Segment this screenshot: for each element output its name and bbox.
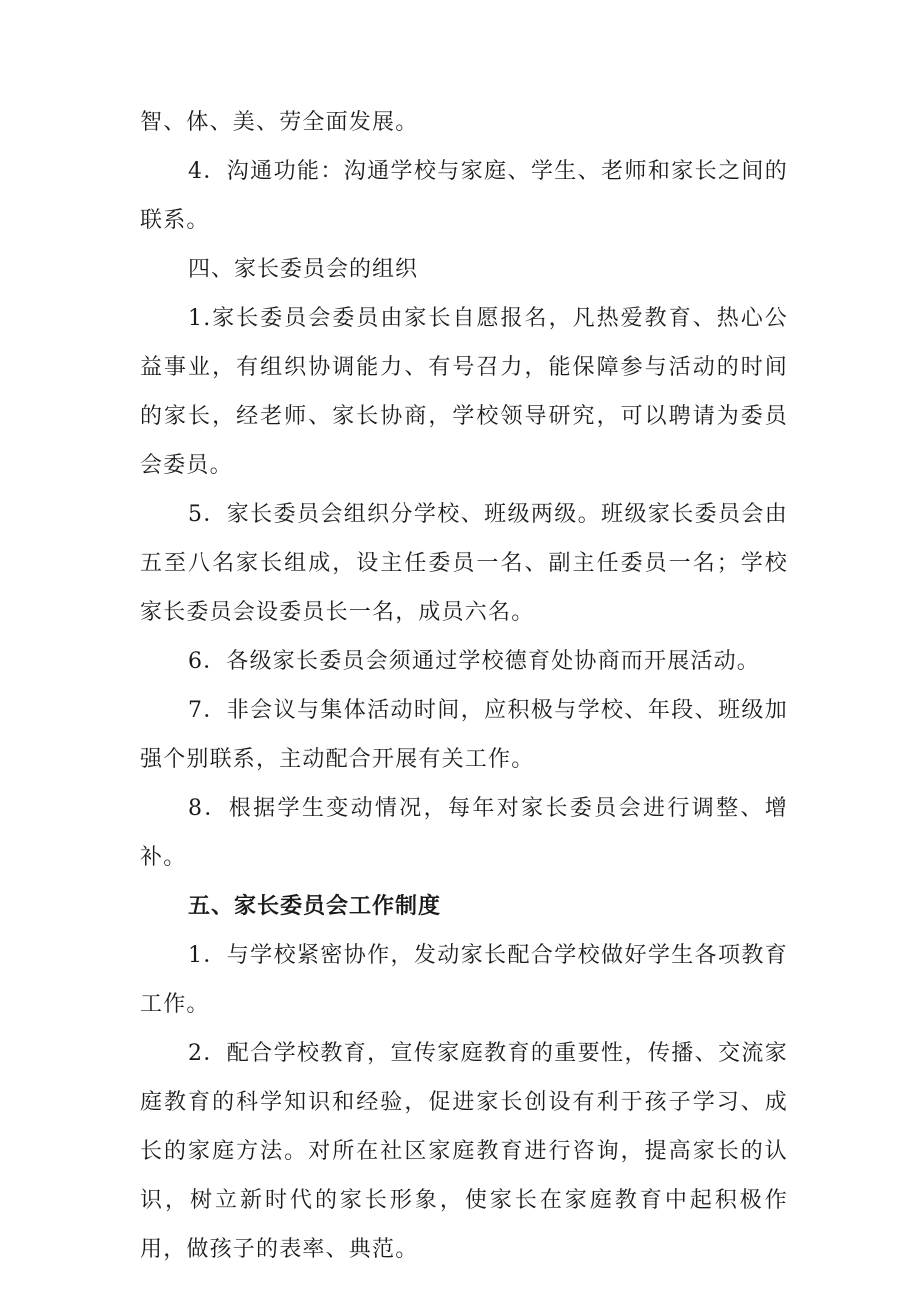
paragraph-org-item-6: 6．各级家长委员会须通过学校德育处协商而开展活动。 xyxy=(188,649,760,674)
section-heading-work-system: 五、家长委员会工作制度 xyxy=(188,894,442,919)
paragraph-work-item-2: 2．配合学校教育，宣传家庭教育的重要性，传播、交流家庭教育的科学知识和经验，促进家长创设有利于孩子学习、成长的家庭方法。对所在社区家庭教育进行咨询，提高家长的认识，树立新时代的家长形象，使家长在家庭教育中起积极作用，做孩子的表率、典范。 xyxy=(140,1041,788,1262)
paragraph-org-item-1: 1.家长委员会委员由家长自愿报名，凡热爱教育、热心公益事业，有组织协调能力、有号召力，能保障参与活动的时间的家长，经老师、家长协商，学校领导研究，可以聘请为委员会委员。 xyxy=(140,306,788,478)
paragraph-communication-function: 4．沟通功能：沟通学校与家庭、学生、老师和家长之间的联系。 xyxy=(140,159,788,233)
section-heading-organization: 四、家长委员会的组织 xyxy=(188,257,419,282)
paragraph-org-item-7: 7．非会议与集体活动时间，应积极与学校、年段、班级加强个别联系，主动配合开展有关工作。 xyxy=(140,698,788,772)
paragraph-org-item-5: 5．家长委员会组织分学校、班级两级。班级家长委员会由五至八名家长组成，设主任委员一名、副主任委员一名；学校家长委员会设委员长一名，成员六名。 xyxy=(140,502,788,625)
paragraph-work-item-1: 1．与学校紧密协作，发动家长配合学校做好学生各项教育工作。 xyxy=(140,943,788,1017)
paragraph-continuation: 智、体、美、劳全面发展。 xyxy=(140,110,419,135)
paragraph-org-item-8: 8．根据学生变动情况，每年对家长委员会进行调整、增补。 xyxy=(140,796,788,870)
document-body xyxy=(140,98,788,1274)
